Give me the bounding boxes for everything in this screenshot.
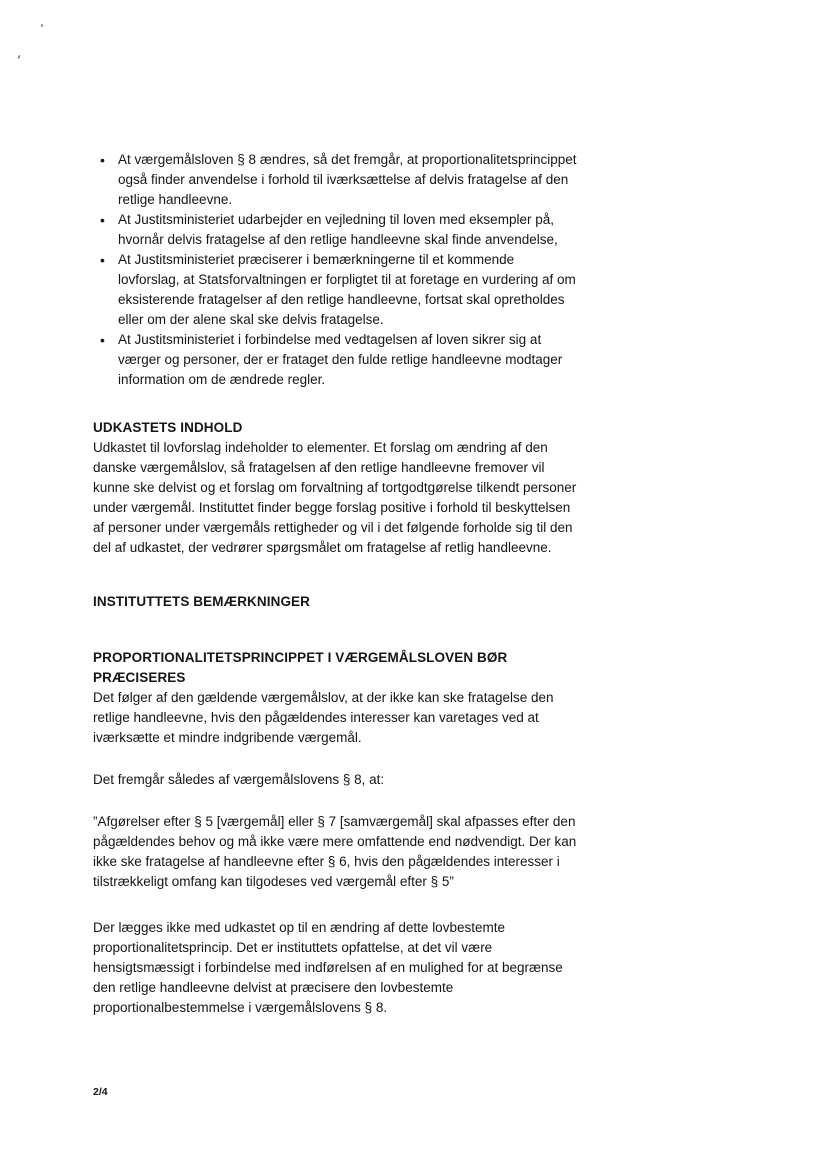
document-page xyxy=(93,150,577,1018)
scan-artifact xyxy=(17,55,21,59)
paragraph-proportionalitet-2: Det fremgår således af værgemålslovens § 8, at: xyxy=(93,772,385,787)
list-item: • At værgemålsloven § 8 ændres, så det fremgår, at proportionalitetsprincippet også finder anvendelse i forhold til iværksættelse af delvis fratagelse af den retlige handleevne. xyxy=(118,150,577,210)
list-item: • At Justitsministeriet i forbindelse med vedtagelsen af loven sikrer sig at værger og personer, der er frataget den fulde retlige handleevne modtager information om de ændrede regler. xyxy=(118,330,577,390)
page-number: 2/4 xyxy=(93,1086,108,1098)
paragraph-proportionalitet-1: Det følger af den gældende værgemålslov, at der ikke kan ske fratagelse den retlige handleevne, hvis den pågældendes interesser kan varetages ved at iværksætte et mindre indgribende værgemål. xyxy=(93,690,554,745)
section-heading-udkastets-indhold: UDKASTETS INDHOLD xyxy=(93,420,243,435)
section-heading-instituttets-bemaerkninger: INSTITUTTETS BEMÆRKNINGER xyxy=(93,594,310,609)
section-heading-proportionalitetsprincippet: PROPORTIONALITETSPRINCIPPET I VÆRGEMÅLSLOVEN BØR PRÆCISERES xyxy=(93,650,508,685)
recommendation-list xyxy=(93,150,577,390)
paragraph-quote-vaergemaalsloven: ”Afgørelser efter § 5 [værgemål] eller § 7 [samværgemål] skal afpasses efter den pågældendes behov og må ikke være mere omfattende end nødvendigt. Der kan ikke ske fratagelse af handleevne efter § 6, hvis den pågældendes interesser i tilstrækkeligt omfang kan tilgodeses ved værgemål efter § 5” xyxy=(93,814,577,889)
scan-artifact xyxy=(41,24,43,27)
list-item: • At Justitsministeriet præciserer i bemærkningerne til et kommende lovforslag, at Statsforvaltningen er forpligtet til at foretage en vurdering af om eksisterende fratagelser af den retlige handleevne, fortsat skal opretholdes eller om der alene skal ske delvis fratagelse. xyxy=(118,250,577,330)
list-item: • At Justitsministeriet udarbejder en vejledning til loven med eksempler på, hvornår delvis fratagelse af den retlige handleevne skal finde anvendelse, xyxy=(118,210,577,250)
paragraph-proportionalitet-3: Der lægges ikke med udkastet op til en ændring af dette lovbestemte proportionalitetsprincip. Det er instituttets opfattelse, at det vil være hensigtsmæssigt i forbindelse med indførelsen af en mulighed for at begrænse den retlige handleevne delvist at præcisere den lovbestemte proportionalbestemmelse i værgemålslovens § 8. xyxy=(93,920,563,1015)
paragraph-udkast-body: Udkastet til lovforslag indeholder to elementer. Et forslag om ændring af den danske værgemålslov, så fratagelsen af den retlige handleevne fremover vil kunne ske delvist og et forslag om forvaltning af tortgodtgørelse tilkendt personer under værgemål. Instituttet finder begge forslag positive i forhold til beskyttelsen af personer under værgemåls rettigheder og vil i det følgende forholde sig til den del af udkastet, der vedrører spørgsmålet om fratagelse af retlig handleevne. xyxy=(93,440,577,555)
